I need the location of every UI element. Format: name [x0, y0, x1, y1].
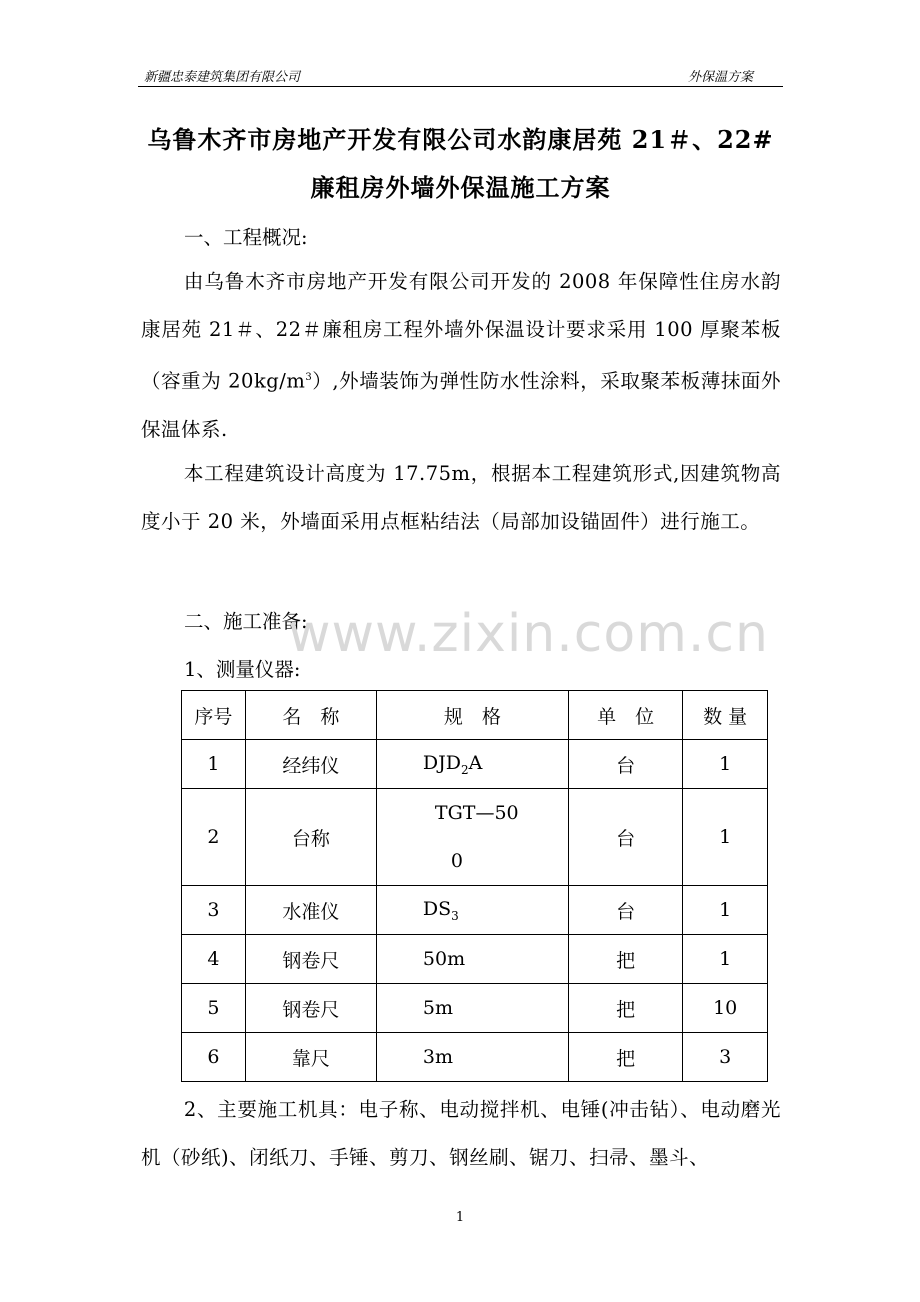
cell-no: 5	[182, 984, 246, 1033]
p1-superscript: 3	[305, 372, 313, 383]
cell-spec	[376, 789, 568, 886]
subsection1-heading: 1、测量仪器:	[184, 658, 301, 681]
spec-tail: A	[468, 751, 483, 774]
cell-unit: 把	[568, 1033, 682, 1082]
cell-unit: 台	[568, 886, 682, 935]
cell-name: 经纬仪	[245, 740, 376, 789]
table-header-row	[182, 691, 768, 740]
paragraph-height: 本工程建筑设计高度为 17.75m，根据本工程建筑形式,因建筑物高度小于 20 米，外墙面采用点框粘结法（局部加设锚固件）进行施工。	[141, 462, 781, 533]
table-row	[182, 935, 768, 984]
cell-spec: 50m	[376, 935, 568, 984]
section2-heading: 二、施工准备:	[184, 610, 308, 633]
cell-no: 6	[182, 1033, 246, 1082]
cell-qty: 3	[683, 1033, 768, 1082]
cell-unit: 把	[568, 935, 682, 984]
spec-line2: 0	[450, 850, 464, 872]
cell-name: 台称	[245, 789, 376, 886]
cell-name: 钢卷尺	[245, 984, 376, 1033]
paragraph-tools: 2、主要施工机具：电子称、电动搅拌机、电锤(冲击钻）、电动磨光机（砂纸)、闭纸刀、手锤、剪刀、钢丝刷、锯刀、扫帚、墨斗、	[141, 1098, 781, 1169]
header-company: 新疆忠泰建筑集团有限公司	[144, 70, 301, 85]
th-qty: 数 量	[683, 691, 768, 740]
table-row	[182, 1033, 768, 1082]
cell-no: 1	[182, 740, 246, 789]
cell-no: 4	[182, 935, 246, 984]
th-spec: 规 格	[376, 691, 568, 740]
th-unit: 单 位	[568, 691, 682, 740]
watermark: www.zixin.com.cn	[288, 604, 769, 664]
spec-sub: 2	[461, 762, 469, 777]
cell-qty: 10	[683, 984, 768, 1033]
cell-qty: 1	[683, 935, 768, 984]
cell-name: 钢卷尺	[245, 935, 376, 984]
cell-spec: 3m	[376, 1033, 568, 1082]
spec-main: DJD	[422, 751, 462, 774]
section1-heading: 一、工程概况:	[184, 226, 308, 249]
cell-qty: 1	[683, 789, 768, 886]
cell-spec: 5m	[376, 984, 568, 1033]
cell-name: 靠尺	[245, 1033, 376, 1082]
p1-text-b: ）,外墙装饰为弹性防水性涂料，采取聚苯板薄抹面外保温体系.	[141, 369, 781, 441]
table-row	[182, 740, 768, 789]
cell-unit: 把	[568, 984, 682, 1033]
doc-title-line2: 廉租房外墙外保温施工方案	[310, 173, 611, 202]
table-row	[182, 789, 768, 886]
cell-qty: 1	[683, 886, 768, 935]
spec-line1: TGT—50	[434, 802, 519, 824]
p1-text-a: 由乌鲁木齐市房地产开发有限公司开发的 2008 年保障性住房水韵康居苑 21＃、22＃廉租房工程外墙外保温设计要求采用 100 厚聚苯板（容重为 20kg/m	[141, 270, 781, 393]
cell-name: 水准仪	[245, 886, 376, 935]
cell-no: 3	[182, 886, 246, 935]
table-row	[182, 984, 768, 1033]
instrument-table	[181, 690, 768, 1082]
cell-unit: 台	[568, 789, 682, 886]
page-number: 1	[455, 1210, 465, 1225]
spec-main: DS	[422, 897, 452, 920]
page-header	[138, 62, 783, 87]
header-doc-title: 外保温方案	[687, 70, 753, 85]
table-row	[182, 886, 768, 935]
cell-spec	[376, 886, 568, 935]
doc-title-line1: 乌鲁木齐市房地产开发有限公司水韵康居苑 21＃、22#	[147, 125, 774, 154]
cell-unit: 台	[568, 740, 682, 789]
th-name: 名 称	[245, 691, 376, 740]
spec-sub: 3	[451, 908, 459, 923]
th-no: 序号	[182, 691, 246, 740]
paragraph-overview	[141, 258, 781, 454]
cell-spec	[376, 740, 568, 789]
cell-qty: 1	[683, 740, 768, 789]
cell-no: 2	[182, 789, 246, 886]
